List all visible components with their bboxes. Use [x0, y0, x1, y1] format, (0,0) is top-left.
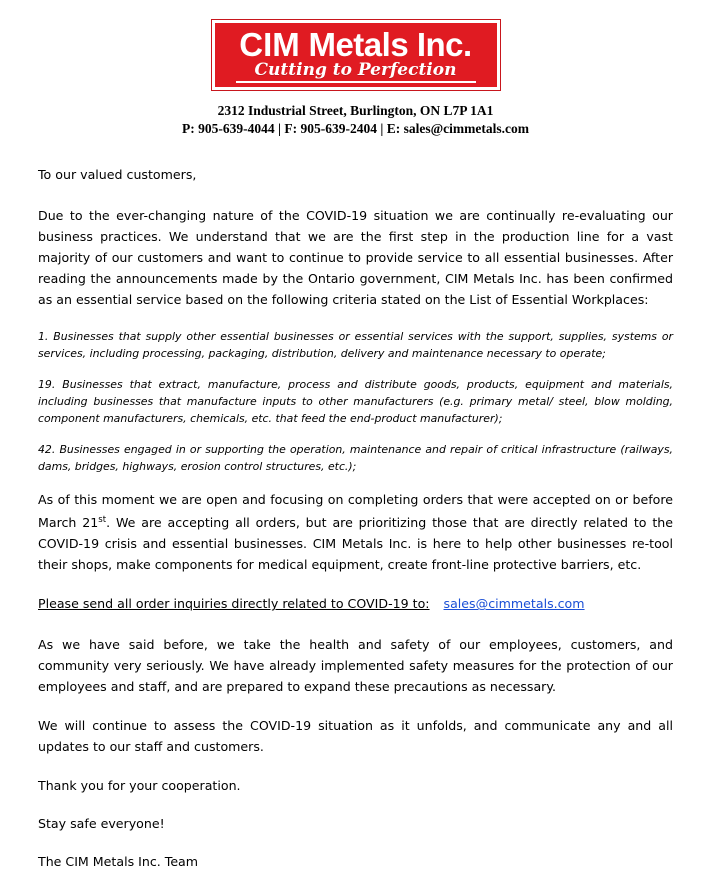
status-paragraph: [38, 489, 673, 575]
safety-paragraph: As we have said before, we take the health and safety of our employees, customers, and community very seriously. We have already implemented safety measures for the protection of our employees and staff, and are prepared to expand these precautions as necessary.: [38, 637, 673, 695]
company-address: [36, 102, 675, 138]
letter-body: [36, 164, 675, 872]
updates-paragraph: We will continue to assess the COVID-19 situation as it unfolds, and communicate any and all updates to our staff and customers.: [38, 718, 673, 755]
logo-wordmark: [239, 26, 471, 63]
criteria-item-19: 19. Businesses that extract, manufacture, process and distribute goods, products, equipment and materials, including businesses that manufacture inputs to other manufacturers (e.g. primary metal/ steel, blow molding, component manufacturers, chemicals, etc. that feed the end-product manufacturer);: [38, 378, 673, 425]
inquiries-line: [38, 593, 673, 614]
logo-wordmark-metals: Metals Inc.: [299, 26, 472, 63]
sales-email-link[interactable]: sales@cimmetals.com: [443, 596, 585, 612]
signature-line: The CIM Metals Inc. Team: [38, 854, 199, 870]
thanks-line: Thank you for your cooperation.: [38, 778, 241, 794]
status-text-after: . We are accepting all orders, but are prioritizing those that are directly related to the COVID-19 crisis and essential businesses. CIM Metals Inc. is here to help other businesses re-tool their shops, make components for medical equipment, create front-line protective barriers, etc.: [38, 515, 673, 573]
criteria-item-42: 42. Businesses engaged in or supporting the operation, maintenance and repair of critical infrastructure (railways, dams, bridges, highways, erosion control structures, etc.);: [38, 443, 673, 473]
salutation: To our valued customers,: [38, 167, 197, 182]
address-line-2: P: 905-639-4044 | F: 905-639-2404 | E: sales@cimmetals.com: [182, 121, 529, 136]
status-text-before: As of this moment we are open and focusing on completing orders that were accepted on or before March 21: [38, 492, 673, 531]
intro-paragraph: Due to the ever-changing nature of the COVID-19 situation we are continually re-evaluating our business practices. We understand that we are the first step in the production line for a vast majority of our customers and want to continue to provide service to all essential businesses. After reading the announcements made by the Ontario government, CIM Metals Inc. has been confirmed as an essential service based on the following criteria stated on the List of Essential Workplaces:: [38, 208, 673, 307]
logo-tagline: Cutting to Perfection: [254, 60, 457, 80]
company-logo: [36, 0, 675, 90]
status-ordinal-suffix: st: [98, 515, 107, 525]
stay-safe-line: Stay safe everyone!: [38, 816, 165, 832]
inquiries-label: Please send all order inquiries directly related to COVID-19 to:: [38, 596, 430, 612]
logo-wordmark-cim: CIM: [239, 26, 300, 63]
address-line-1: 2312 Industrial Street, Burlington, ON L7P 1A1: [217, 103, 494, 118]
logo-badge: [212, 20, 500, 90]
logo-underline-rule: [236, 81, 476, 83]
criteria-item-1: 1. Businesses that supply other essential businesses or essential services with the support, supplies, systems or services, including processing, packaging, distribution, delivery and maintenance necessary to operate;: [38, 330, 673, 360]
